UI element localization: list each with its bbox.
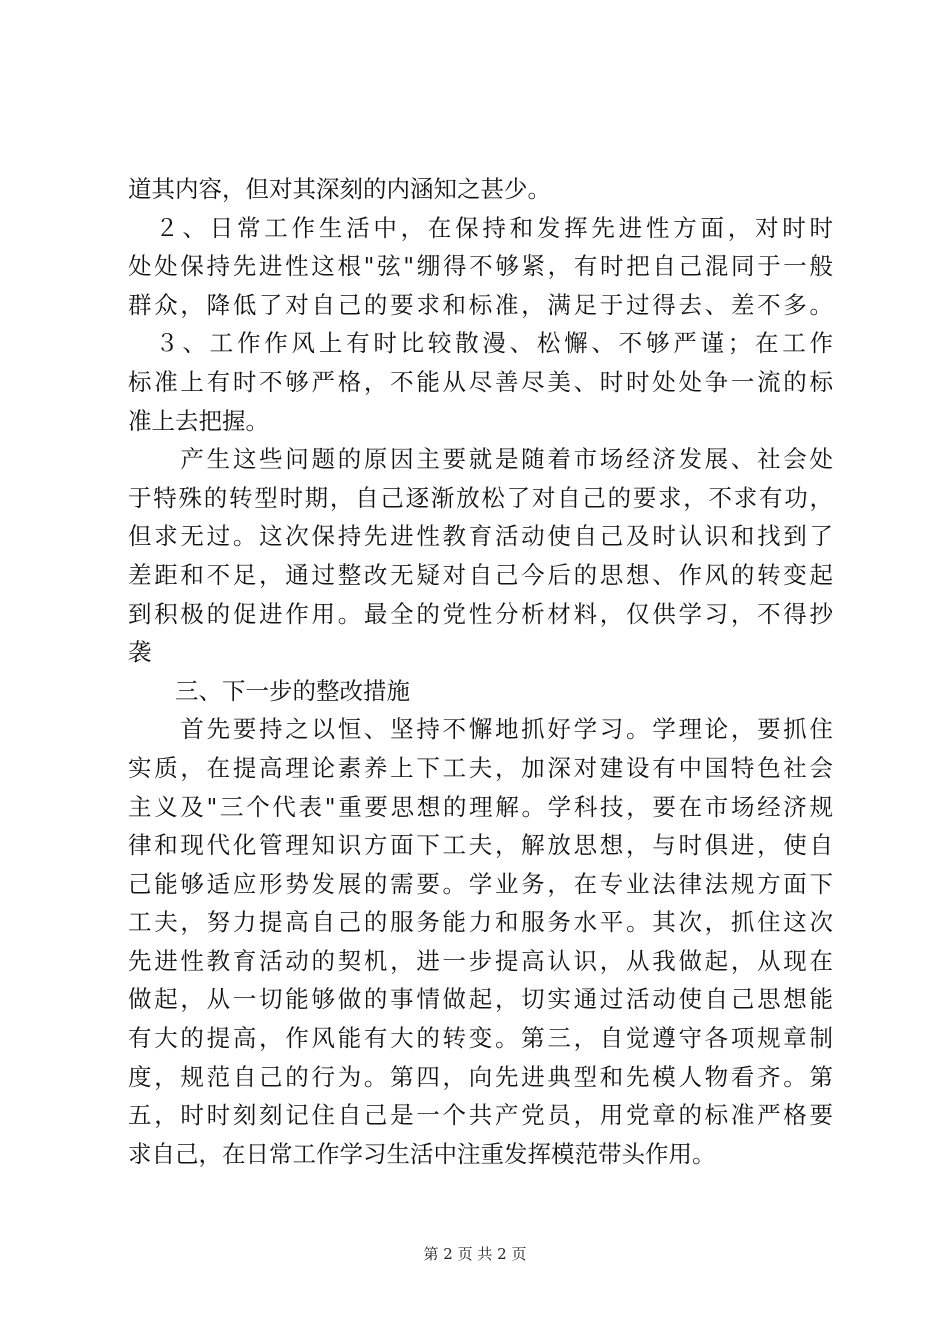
- document-body: [128, 170, 833, 1173]
- text-line: 有大的提高，作风能有大的转变。第三，自觉遵守各项规章制: [128, 1024, 833, 1053]
- text-line: 标准上有时不够严格，不能从尽善尽美、时时处处争一流的标: [128, 367, 833, 396]
- text-line: ３、工作作风上有时比较散漫、松懈、不够严谨；在工作: [128, 329, 833, 358]
- text-line: 于特殊的转型时期，自己逐渐放松了对自己的要求，不求有功，: [128, 483, 833, 512]
- text-line: 度，规范自己的行为。第四，向先进典型和先模人物看齐。第: [128, 1062, 833, 1091]
- text-line: 到积极的促进作用。最全的党性分析材料，仅供学习，不得抄: [128, 599, 833, 628]
- text-line: 实质，在提高理论素养上下工夫，加深对建设有中国特色社会: [128, 753, 833, 782]
- text-line: 工夫，努力提高自己的服务能力和服务水平。其次，抓住这次: [128, 908, 833, 937]
- text-line: 群众，降低了对自己的要求和标准，满足于过得去、差不多。: [128, 290, 833, 319]
- text-line: 五，时时刻刻记住自己是一个共产党员，用党章的标准严格要: [128, 1101, 833, 1130]
- text-line: 产生这些问题的原因主要就是随着市场经济发展、社会处: [128, 445, 833, 474]
- text-line: 做起，从一切能够做的事情做起，切实通过活动使自己思想能: [128, 985, 833, 1014]
- text-line: 求自己，在日常工作学习生活中注重发挥模范带头作用。: [128, 1139, 716, 1168]
- section-heading: 三、下一步的整改措施: [128, 676, 410, 705]
- text-line: 首先要持之以恒、坚持不懈地抓好学习。学理论，要抓住: [128, 715, 833, 744]
- text-line: 主义及"三个代表"重要思想的理解。学科技，要在市场经济规: [128, 792, 833, 821]
- text-line: ２、日常工作生活中，在保持和发挥先进性方面，对时时: [128, 213, 833, 242]
- text-line: 己能够适应形势发展的需要。学业务，在专业法律法规方面下: [128, 869, 833, 898]
- text-line: 律和现代化管理知识方面下工夫，解放思想，与时俱进，使自: [128, 831, 833, 860]
- page-number-footer: 第 2 页 共 2 页: [423, 1245, 527, 1263]
- text-line: 先进性教育活动的契机，进一步提高认识，从我做起，从现在: [128, 946, 833, 975]
- text-line: 道其内容，但对其深刻的内涵知之甚少。: [128, 175, 551, 203]
- text-line: 但求无过。这次保持先进性教育活动使自己及时认识和找到了: [128, 522, 833, 551]
- text-line: 处处保持先进性这根"弦"绷得不够紧，有时把自己混同于一般: [128, 252, 833, 281]
- text-line: 准上去把握。: [128, 406, 269, 435]
- text-line: 差距和不足，通过整改无疑对自己今后的思想、作风的转变起: [128, 560, 833, 589]
- text-line: 袭: [128, 638, 152, 667]
